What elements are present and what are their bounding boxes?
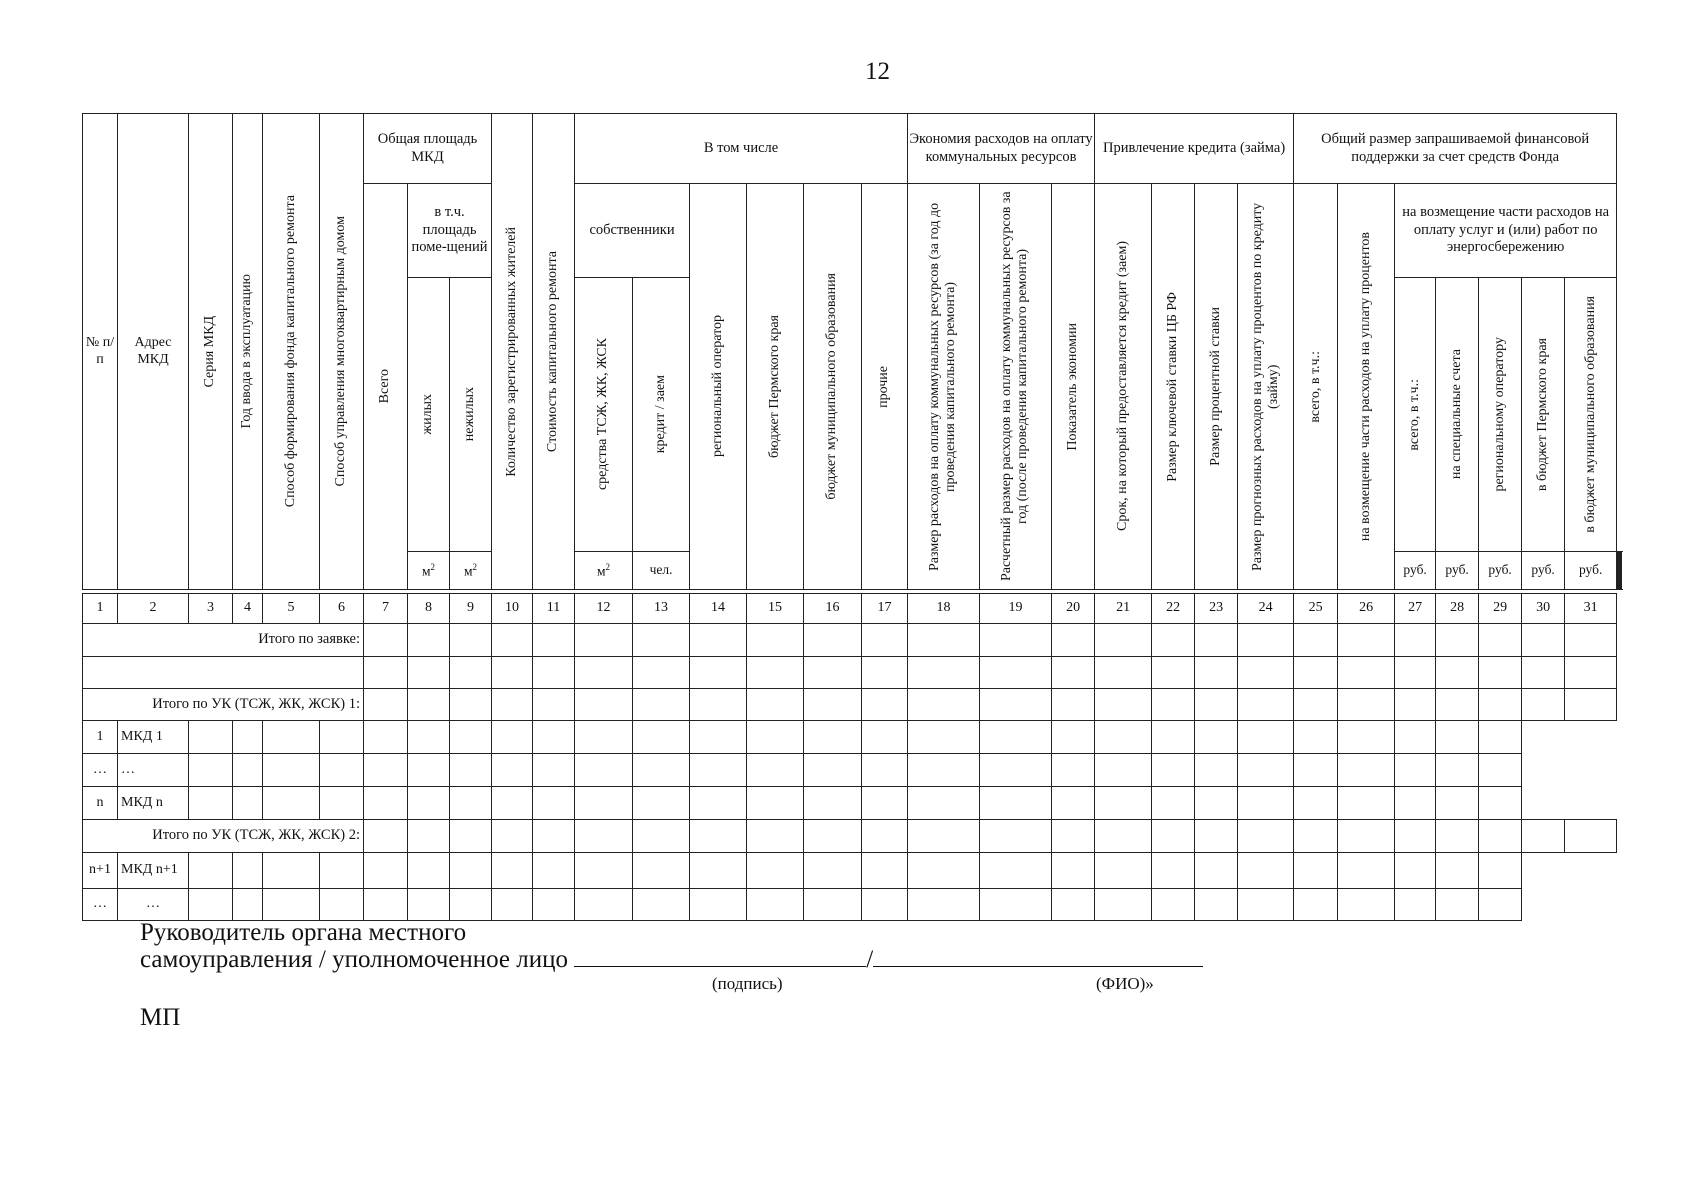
col-15-header: бюджет Пермского края: [747, 184, 804, 590]
col-19-header: Расчетный размер расходов на оплату коммунальных ресурсов за год (после проведения капитального ремонта): [980, 184, 1052, 590]
signatory-title-line1: Руководитель органа местного: [140, 919, 467, 946]
column-number: 18: [908, 594, 980, 624]
total-uk1-label: Итого по УК (ТСЖ, ЖК, ЖСК) 1:: [83, 689, 364, 721]
col-1-header: № п/п: [83, 114, 118, 590]
unit-cell: [1522, 552, 1565, 590]
row-number: n+1: [83, 853, 118, 889]
col-21-header: Срок, на который предоставляется кредит (заем): [1095, 184, 1152, 590]
col-4-header: Год ввода в эксплуатацию: [233, 114, 263, 590]
col-24-header: Размер прогнозных расходов на уплату процентов по кредиту (займу): [1238, 184, 1294, 590]
column-number: 6: [320, 594, 364, 624]
table-row: [83, 721, 1622, 754]
col-10-header: Количество зарегистрированных жителей: [492, 114, 533, 590]
column-number: 21: [1095, 594, 1152, 624]
column-number: 2: [118, 594, 189, 624]
incl-header: В том числе: [575, 114, 908, 184]
table-row: [83, 754, 1622, 787]
support-header: Общий размер запрашиваемой финансовой поддержки за счет средств Фонда: [1294, 114, 1617, 184]
row-number: 1: [83, 721, 118, 754]
col-29-header: региональному оператору: [1479, 277, 1522, 551]
column-number: 28: [1436, 594, 1479, 624]
col-3-header: Серия МКД: [189, 114, 233, 590]
total-uk2-label: Итого по УК (ТСЖ, ЖК, ЖСК) 2:: [83, 820, 364, 853]
column-number: 24: [1238, 594, 1294, 624]
table-row: [83, 657, 1622, 689]
col-7-header: Всего: [364, 184, 408, 590]
column-number: 3: [189, 594, 233, 624]
unit-cell: [1436, 552, 1479, 590]
unit-cell: $м^2$: [408, 552, 450, 590]
column-number: 30: [1522, 594, 1565, 624]
col-13-header: кредит / заем: [633, 277, 690, 551]
unit-cell: чел.: [633, 552, 690, 590]
col-12-header: средства ТСЖ, ЖК, ЖСК: [575, 277, 633, 551]
row-address: МКД 1: [118, 721, 189, 754]
col-17-header: прочие: [862, 184, 908, 590]
col-22-header: Размер ключевой ставки ЦБ РФ: [1152, 184, 1195, 590]
table-row: [83, 853, 1622, 889]
col-20-header: Показатель экономии: [1052, 184, 1095, 590]
table-row: [83, 787, 1622, 820]
column-number: 20: [1052, 594, 1095, 624]
col-26-header: на возмещение части расходов на уплату процентов: [1338, 184, 1395, 590]
page-number: 12: [865, 58, 890, 85]
column-number: 29: [1479, 594, 1522, 624]
col-28-header: на специальные счета: [1436, 277, 1479, 551]
row-number: n: [83, 787, 118, 820]
column-number: 14: [690, 594, 747, 624]
slash: /: [866, 946, 874, 973]
col-5-header: Способ формирования фонда капитального ремонта: [263, 114, 320, 590]
column-number: 27: [1395, 594, 1436, 624]
row-address: МКД n: [118, 787, 189, 820]
table-row: [83, 624, 1622, 657]
signature-caption: (подпись): [712, 974, 783, 993]
column-numbers-row: [83, 594, 1622, 624]
signature-line: [574, 946, 866, 967]
col-9-header: нежилых: [450, 277, 492, 551]
col-18-header: Размер расходов на оплату коммунальных ресурсов (за год до проведения капитального ремонта): [908, 184, 980, 590]
col-6-header: Способ управления многоквартирным домом: [320, 114, 364, 590]
column-number: 7: [364, 594, 408, 624]
column-number: 31: [1565, 594, 1617, 624]
owners-header: собственники: [575, 184, 690, 278]
col-27-header: всего, в т.ч.:: [1395, 277, 1436, 551]
column-number: 8: [408, 594, 450, 624]
column-number: 11: [533, 594, 575, 624]
signatory-title-line2: самоуправления / уполномоченное лицо /: [140, 946, 1203, 973]
col-2-header: Адрес МКД: [118, 114, 189, 590]
column-number: 25: [1294, 594, 1338, 624]
column-number: 23: [1195, 594, 1238, 624]
row-number: …: [83, 754, 118, 787]
column-number: 5: [263, 594, 320, 624]
stamp-place: МП: [140, 1004, 181, 1031]
incl-area-header: в т.ч. площадь поме-щений: [408, 184, 492, 278]
column-number: 4: [233, 594, 263, 624]
column-number: 15: [747, 594, 804, 624]
unit-cell: $м^2$: [450, 552, 492, 590]
column-number: 10: [492, 594, 533, 624]
col-23-header: Размер процентной ставки: [1195, 184, 1238, 590]
column-number: 9: [450, 594, 492, 624]
col-31-header: в бюджет муниципального образования: [1565, 277, 1617, 551]
fio-line: [873, 946, 1203, 967]
unit-cell: [1479, 552, 1522, 590]
energy-header: на возмещение части расходов на оплату услуг и (или) работ по энергосбережению: [1395, 184, 1617, 278]
col-8-header: жилых: [408, 277, 450, 551]
table-row: [83, 820, 1622, 853]
col-14-header: региональный оператор: [690, 184, 747, 590]
economy-header: Экономия расходов на оплату коммунальных ресурсов: [908, 114, 1095, 184]
row-address: …: [118, 754, 189, 787]
column-number: 12: [575, 594, 633, 624]
signature-block: [140, 920, 1203, 973]
row-address: …: [118, 889, 189, 921]
unit-cell: [1395, 552, 1436, 590]
credit-header: Привлечение кредита (займа): [1095, 114, 1294, 184]
col-11-header: Стоимость капитального ремонта: [533, 114, 575, 590]
unit-cell: $м^2$: [575, 552, 633, 590]
table-row: [83, 889, 1622, 921]
total-area-header: Общая площадь МКД: [364, 114, 492, 184]
col-30-header: в бюджет Пермского края: [1522, 277, 1565, 551]
column-number: 13: [633, 594, 690, 624]
application-table: [82, 113, 1622, 921]
column-number: 17: [862, 594, 908, 624]
row-address: МКД n+1: [118, 853, 189, 889]
column-number: 26: [1338, 594, 1395, 624]
table-row: [83, 689, 1622, 721]
col-25-header: всего, в т.ч.:: [1294, 184, 1338, 590]
row-number: …: [83, 889, 118, 921]
fio-caption: (ФИО)»: [1096, 974, 1154, 993]
total-application-label: Итого по заявке:: [83, 624, 364, 657]
column-number: 19: [980, 594, 1052, 624]
unit-cell: [1565, 552, 1617, 590]
column-number: 1: [83, 594, 118, 624]
col-16-header: бюджет муниципального образования: [804, 184, 862, 590]
column-number: 16: [804, 594, 862, 624]
column-number: 22: [1152, 594, 1195, 624]
